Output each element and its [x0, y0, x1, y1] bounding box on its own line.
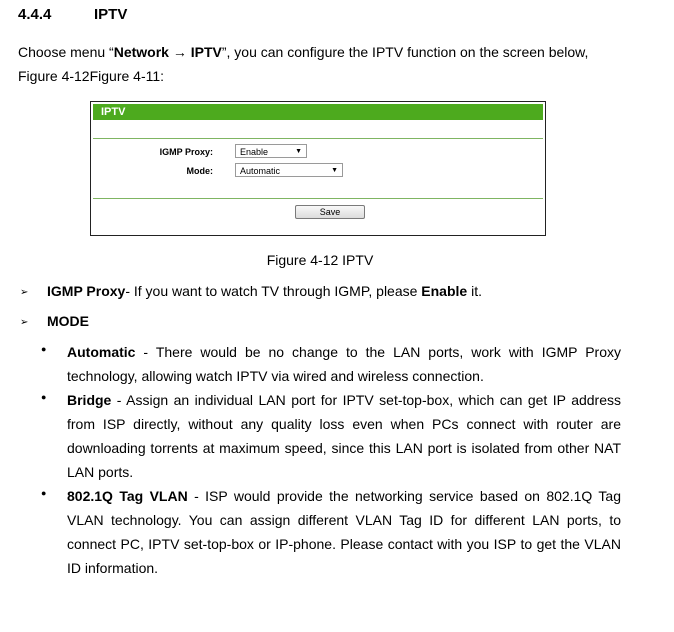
- mode-value: Automatic: [240, 166, 281, 176]
- igmp-proxy-desc-a: - If you want to watch TV through IGMP, please: [125, 283, 422, 299]
- dot-bullet-icon: ●: [41, 488, 47, 498]
- chevron-down-icon: ▼: [331, 167, 338, 174]
- mode-desc: - ISP would provide the networking service based on 802.1Q Tag VLAN technology. You can assign different VLAN Tag ID for different LAN ports, to connect PC, IPTV set-top-box or IP-phone. Please contact with you ISP to get the VLAN ID information.: [67, 488, 621, 576]
- mode-item-automatic: [67, 340, 621, 388]
- mode-term: Bridge: [67, 392, 112, 408]
- mode-desc: - There would be no change to the LAN ports, work with IGMP Proxy technology, allowing watch IPTV via wired and wireless connection.: [67, 344, 621, 384]
- igmp-proxy-term: IGMP Proxy: [47, 283, 126, 299]
- iptv-settings-figure: [90, 101, 546, 236]
- panel-divider: [93, 138, 543, 139]
- mode-select[interactable]: [235, 163, 343, 177]
- arrow-bullet-icon: ➢: [20, 287, 29, 298]
- figure-caption: Figure 4-12 IPTV: [266, 252, 374, 268]
- chevron-down-icon: ▼: [295, 148, 302, 155]
- mode-term: 802.1Q Tag VLAN: [67, 488, 188, 504]
- menu-network: Network: [113, 44, 169, 60]
- section-number: 4.4.4: [18, 6, 52, 23]
- igmp-proxy-point: [47, 283, 482, 299]
- menu-iptv: IPTV: [190, 44, 222, 60]
- intro-paragraph: [18, 40, 618, 88]
- mode-label: Mode:: [186, 166, 213, 176]
- footer-divider: [93, 198, 543, 199]
- dot-bullet-icon: ●: [41, 344, 47, 354]
- section-title: IPTV: [94, 6, 128, 23]
- igmp-proxy-desc-b: it.: [467, 283, 482, 299]
- panel-title: IPTV: [93, 104, 543, 120]
- mode-item-bridge: [67, 388, 621, 484]
- igmp-proxy-value: Enable: [240, 147, 269, 157]
- save-button[interactable]: Save: [295, 205, 365, 219]
- mode-item-tag-vlan: [67, 484, 621, 580]
- mode-desc: - Assign an individual LAN port for IPTV set-top-box, which can get IP address from ISP directly, without any quality loss even when PCs connect with router are downloading torrents at maximum speed, since this LAN port is isolated from other NAT LAN ports.: [67, 392, 621, 480]
- dot-bullet-icon: ●: [41, 392, 47, 402]
- igmp-proxy-select[interactable]: [235, 144, 307, 158]
- mode-heading: MODE: [47, 313, 89, 329]
- enable-term: Enable: [421, 283, 468, 299]
- igmp-proxy-label: IGMP Proxy:: [159, 147, 213, 157]
- mode-term: Automatic: [67, 344, 136, 360]
- arrow-bullet-icon: ➢: [20, 317, 29, 328]
- intro-prefix: Choose menu “: [18, 44, 114, 60]
- arrow-icon: →: [172, 44, 187, 60]
- intro-suffix: ”, you can configure the IPTV function on the screen below,: [221, 44, 589, 60]
- intro-figure-ref: Figure 4-12Figure 4-11:: [18, 68, 165, 84]
